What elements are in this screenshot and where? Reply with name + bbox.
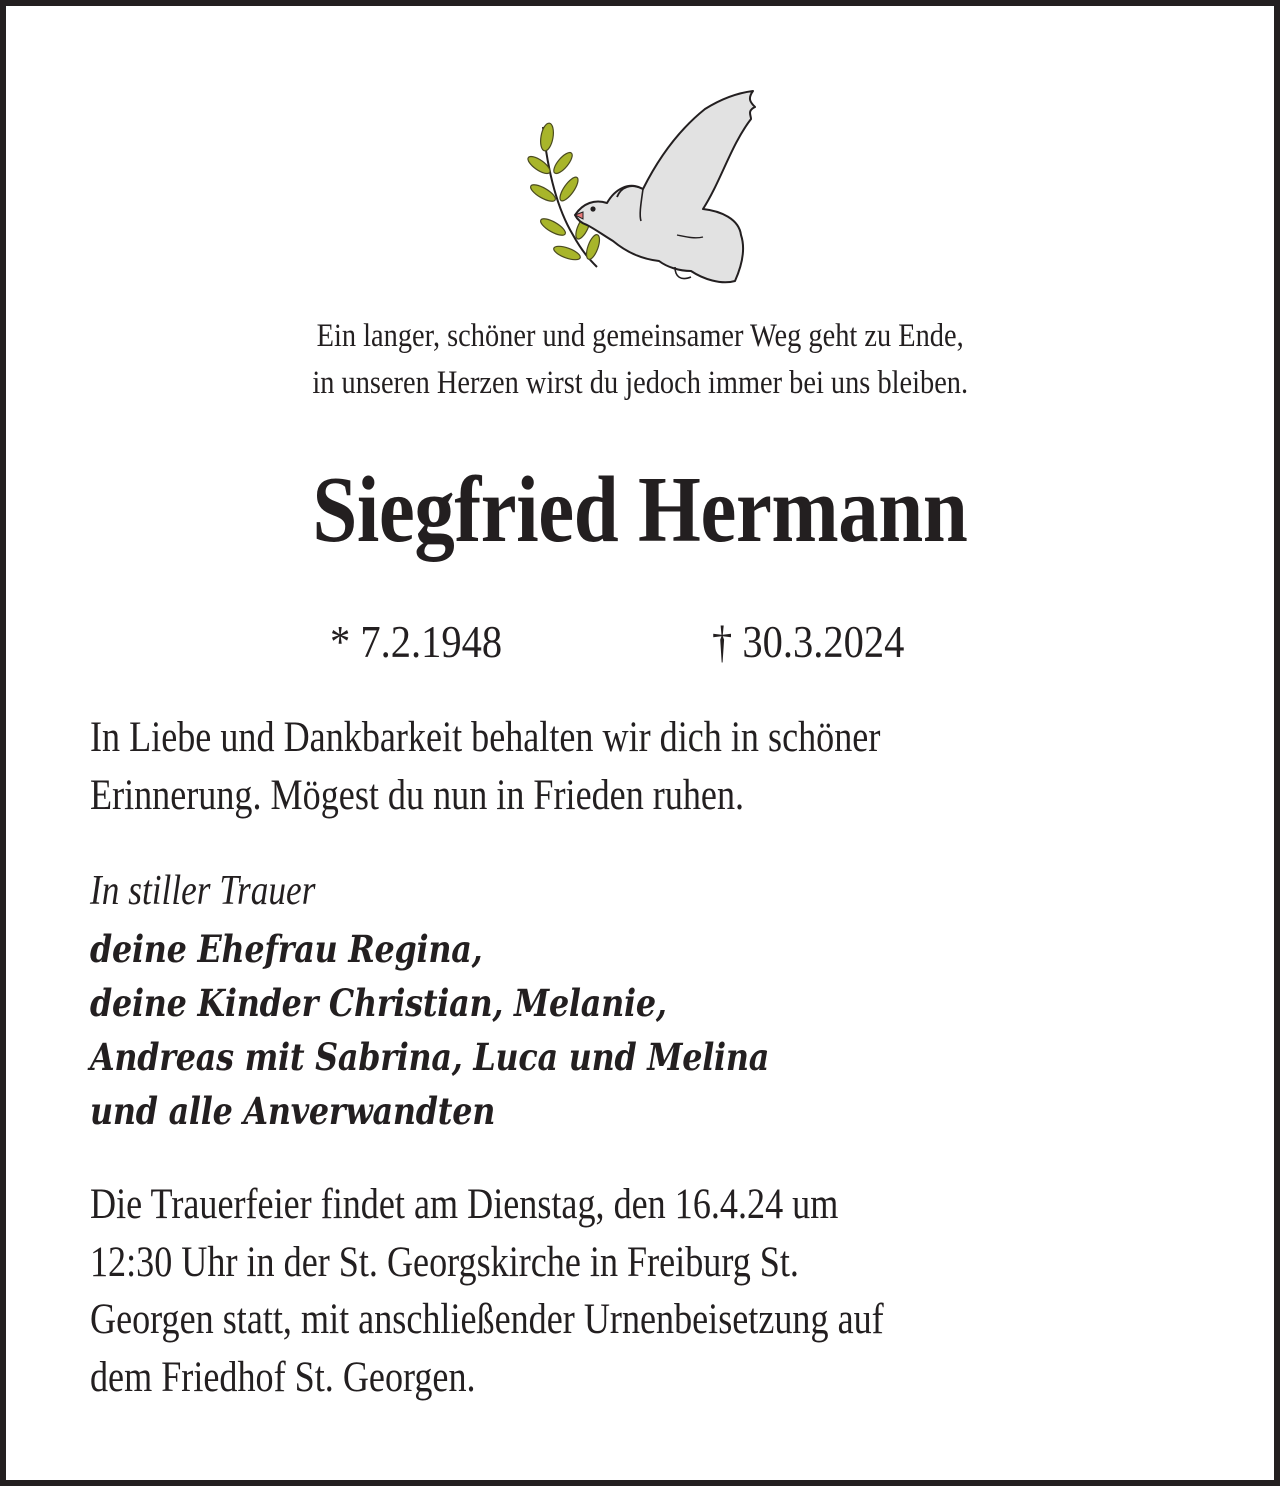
- tribute-line: In Liebe und Dankbarkeit behalten wir dich in schöner: [90, 714, 881, 761]
- verse-line: in unseren Herzen wirst du jedoch immer bei uns bleiben.: [312, 365, 968, 401]
- verse-line: Ein langer, schöner und gemeinsamer Weg geht zu Ende,: [316, 318, 964, 354]
- ceremony-line: Die Trauerfeier findet am Dienstag, den 16.4.24 um: [90, 1181, 839, 1228]
- ceremony-line: dem Friedhof St. Georgen.: [90, 1354, 476, 1401]
- tribute-line: Erinnerung. Mögest du nun in Frieden ruhen.: [90, 772, 745, 819]
- dove-with-olive-branch-icon: [525, 85, 765, 305]
- deceased-name: Siegfried Hermann: [312, 458, 968, 562]
- ceremony-line: Georgen statt, mit anschließender Urnenbeisetzung auf: [90, 1296, 884, 1343]
- death-date: † 30.3.2024: [712, 617, 905, 667]
- mourner-line: und alle Anverwandten: [90, 1089, 496, 1133]
- mourning-intro: In stiller Trauer: [90, 868, 316, 914]
- mourner-line: deine Ehefrau Regina,: [90, 927, 483, 971]
- mourner-line: deine Kinder Christian, Melanie,: [90, 981, 667, 1025]
- birth-date: * 7.2.1948: [330, 617, 503, 667]
- mourner-line: Andreas mit Sabrina, Luca und Melina: [90, 1035, 770, 1079]
- ceremony-line: 12:30 Uhr in der St. Georgskirche in Freiburg St.: [90, 1239, 799, 1286]
